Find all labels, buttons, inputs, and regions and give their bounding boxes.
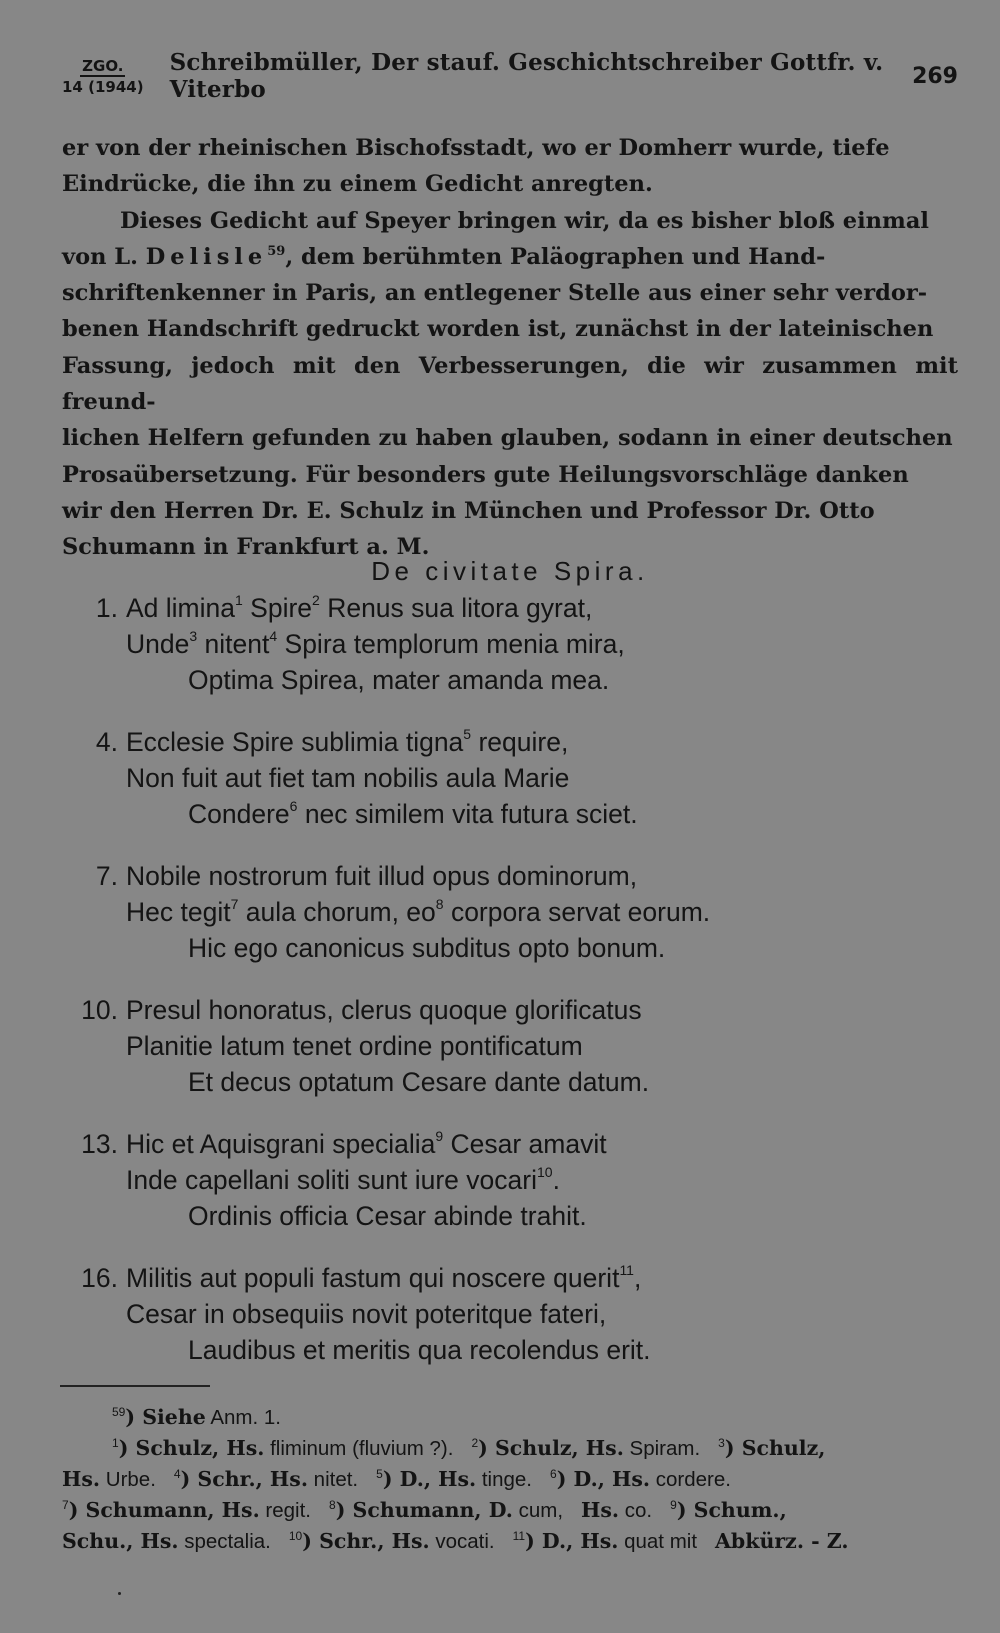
verse-segment: Renus sua litora gyrat,	[319, 593, 593, 623]
text-line: Prosaübersetzung. Für besonders gute Heilungsvorschläge danken	[62, 461, 909, 488]
verse-segment: Ecclesie Spire sublimia tigna	[126, 727, 464, 757]
footnote-text: cum,	[512, 1499, 564, 1522]
footnote-number: 3	[718, 1436, 725, 1450]
poem-title: De civitate Spira.	[371, 556, 649, 586]
verse-text	[126, 992, 642, 1028]
poem-verse	[70, 796, 970, 832]
poem-verse	[70, 1162, 970, 1198]
poem-verse	[70, 760, 970, 796]
verse-segment: Laudibus et meritis qua recolendus erit.	[188, 1335, 651, 1365]
poem-verse	[70, 1028, 970, 1064]
verse-segment: ,	[633, 1263, 642, 1293]
footnote-ref: 10	[536, 1164, 553, 1180]
text-line: schriftenkenner in Paris, an entlegener Stelle aus einer sehr verdor-	[62, 280, 928, 307]
text-line: Fassung, jedoch mit den Verbesserungen, die wir zusammen mit freund-	[62, 352, 958, 416]
footnote-ref: 4	[269, 628, 278, 644]
text-line: benen Handschrift gedruckt worden ist, zunächst in der lateinischen	[62, 316, 934, 343]
footnote-59	[62, 1402, 958, 1433]
poem-verse	[70, 662, 970, 698]
verse-segment: Presul honoratus, clerus quoque glorificatus	[126, 995, 642, 1025]
footnote-text: Anm. 1.	[205, 1406, 281, 1429]
poem-stanza	[70, 590, 970, 698]
verse-number: 4.	[95, 727, 118, 757]
verse-segment: Non fuit aut fiet tam nobilis aula Marie	[126, 763, 570, 793]
poem-verse	[70, 858, 970, 894]
verse-text	[126, 1260, 641, 1296]
verse-text	[126, 1296, 606, 1332]
footnote-key: ) Schum.,	[676, 1498, 787, 1522]
running-title: Schreibmüller, Der stauf. Geschichtschreiber Gottfr. v. Viterbo	[169, 49, 884, 103]
text-line: , dem berühmten Paläographen und Hand-	[285, 243, 826, 270]
intro-paragraph-2	[62, 203, 958, 566]
verse-segment: corpora servat eorum.	[443, 897, 711, 927]
verse-segment: Hic ego canonicus subditus opto bonum.	[188, 933, 666, 963]
poem-verse	[70, 1126, 970, 1162]
footnote-key: ) D., Hs.	[556, 1467, 651, 1491]
verse-text	[126, 760, 569, 796]
footnote-key: Abkürz. - Z.	[715, 1529, 849, 1553]
author-name-delisle: Delisle	[145, 243, 268, 270]
footnote-key: ) D., Hs.	[382, 1467, 477, 1491]
text-line: er von der rheinischen Bischofsstadt, wo er Domherr wurde, tiefe	[62, 135, 890, 161]
footnote-key: ) Schumann, D.	[335, 1498, 513, 1522]
footnote-text: vocati.	[429, 1530, 495, 1553]
footnote-ref: 5	[463, 726, 472, 742]
verse-number: 7.	[95, 861, 118, 891]
poem	[70, 590, 970, 1394]
footnote-key: ) Schr., Hs.	[302, 1529, 430, 1553]
poem-verse	[70, 992, 970, 1028]
verse-segment: Hec tegit	[126, 897, 231, 927]
footnote-text: fliminum (fluvium ?).	[264, 1437, 454, 1460]
footnote-text: Spiram.	[623, 1437, 701, 1460]
footnote-number: 9	[670, 1498, 677, 1512]
verse-segment: Spira templorum menia mira,	[277, 629, 625, 659]
footnotes	[62, 1402, 958, 1557]
footnote-key: ) Schulz, Hs.	[118, 1436, 265, 1460]
verse-segment: Optima Spirea, mater amanda mea.	[188, 665, 610, 695]
intro-paragraph-1	[62, 130, 958, 203]
footnote-text: quat mit	[618, 1530, 698, 1553]
verse-segment: require,	[471, 727, 569, 757]
footnote-ref: 7	[230, 896, 239, 912]
footnote-ref: 6	[289, 798, 298, 814]
footnote-ref: 9	[435, 1128, 444, 1144]
journal-abbreviation: ZGO.	[82, 56, 124, 75]
page-header	[62, 50, 958, 102]
verse-text	[188, 930, 665, 966]
verse-number: 16.	[81, 1263, 118, 1293]
verse-segment: Hic et Aquisgrani specialia	[126, 1129, 436, 1159]
verse-segment: Et decus optatum Cesare dante datum.	[188, 1067, 650, 1097]
footnote-ref: 3	[189, 628, 198, 644]
verse-text	[126, 1028, 583, 1064]
poem-verse	[70, 1198, 970, 1234]
verse-segment: Cesar in obsequiis novit poteritque fateri,	[126, 1299, 607, 1329]
footnote-ref: 8	[435, 896, 444, 912]
footnote-line	[62, 1526, 958, 1557]
footnote-text: cordere.	[650, 1468, 731, 1491]
footnote-ref: 2	[312, 592, 320, 608]
verse-number: 10.	[81, 995, 118, 1025]
footnote-number: 2	[471, 1436, 479, 1450]
verse-text	[188, 796, 638, 832]
verse-segment: nitent	[197, 629, 270, 659]
poem-stanza	[70, 858, 970, 966]
footnote-number: 4	[173, 1467, 181, 1481]
footnote-key: ) Schr., Hs.	[180, 1467, 308, 1491]
text-line: Schumann in Frankfurt a. M.	[62, 534, 430, 561]
footnote-number: 6	[550, 1467, 557, 1481]
poem-verse	[70, 1296, 970, 1332]
poem-stanza	[70, 992, 970, 1100]
verse-text	[188, 662, 609, 698]
journal-volume: 14 (1944)	[62, 77, 144, 96]
verse-text	[126, 894, 710, 930]
verse-segment: .	[552, 1165, 560, 1195]
footnote-number: 1	[112, 1436, 119, 1450]
poem-verse	[70, 626, 970, 662]
verse-text	[188, 1064, 649, 1100]
verse-segment: Planitie latum tenet ordine pontificatum	[126, 1031, 583, 1061]
verse-segment: Nobile nostrorum fuit illud opus dominorum,	[126, 861, 638, 891]
footnote-key: ) D., Hs.	[525, 1529, 619, 1553]
footnote-number: 5	[376, 1467, 383, 1481]
text-line: lichen Helfern gefunden zu haben glauben, sodann in einer deutschen	[62, 425, 953, 452]
verse-segment: Condere	[188, 799, 290, 829]
footnote-key: ) Schulz, Hs.	[478, 1436, 624, 1460]
verse-text	[188, 1198, 587, 1234]
footnote-number: 8	[329, 1498, 336, 1512]
verse-segment: aula chorum, eo	[238, 897, 436, 927]
footnote-ref: 59	[267, 243, 286, 259]
text-line: Dieses Gedicht auf Speyer bringen wir, da es bisher bloß einmal	[120, 207, 929, 234]
poem-stanza	[70, 1260, 970, 1368]
verse-text	[126, 858, 637, 894]
poem-verse	[70, 894, 970, 930]
verse-text	[126, 626, 625, 662]
footnote-key: Schu., Hs.	[62, 1529, 179, 1553]
verse-text	[126, 590, 592, 626]
footnote-text: nitet.	[307, 1468, 359, 1491]
verse-text	[126, 724, 568, 760]
footnote-key: Hs.	[62, 1467, 101, 1491]
text-line: Eindrücke, die ihn zu einem Gedicht anregten.	[62, 171, 653, 198]
verse-number: 13.	[81, 1129, 118, 1159]
footnote-key: Hs.	[581, 1498, 620, 1522]
footnote-number: 59	[112, 1405, 126, 1419]
poem-verse	[70, 724, 970, 760]
footnote-text: Urbe.	[100, 1468, 156, 1491]
footnote-text: spectalia.	[178, 1530, 271, 1553]
verse-text	[126, 1126, 607, 1162]
poem-stanza	[70, 724, 970, 832]
verse-number: 1.	[95, 593, 118, 623]
verse-segment: Cesar amavit	[443, 1129, 607, 1159]
footnote-key: ) Siehe	[125, 1405, 206, 1429]
verse-segment: Ad limina	[126, 593, 235, 623]
print-speck	[118, 1592, 121, 1595]
poem-verse	[70, 1064, 970, 1100]
footnote-line	[62, 1495, 958, 1526]
verse-text	[188, 1332, 651, 1368]
footnote-text: co.	[619, 1499, 653, 1522]
footnote-line	[62, 1433, 958, 1464]
text-line: von L.	[62, 243, 138, 270]
footnote-number: 11	[512, 1529, 526, 1543]
verse-segment: nec similem vita futura sciet.	[297, 799, 638, 829]
poem-verse	[70, 590, 970, 626]
footnote-key: ) Schulz,	[724, 1436, 826, 1460]
footnote-number: 10	[288, 1529, 303, 1543]
verse-segment: Spire	[242, 593, 313, 623]
footnote-line	[62, 1464, 958, 1495]
footnote-text: regit.	[259, 1499, 312, 1522]
text-line: wir den Herren Dr. E. Schulz in München und Professor Dr. Otto	[62, 497, 875, 524]
verse-segment: Inde capellani soliti sunt iure vocari	[126, 1165, 537, 1195]
footnote-ref: 11	[619, 1262, 634, 1278]
page-number: 269	[912, 63, 958, 89]
verse-segment: Unde	[126, 629, 190, 659]
intro-text	[62, 130, 958, 566]
verse-segment: Militis aut populi fastum qui noscere querit	[126, 1263, 620, 1293]
footnote-divider	[60, 1385, 210, 1387]
poem-verse	[70, 1332, 970, 1368]
footnote-number: 7	[62, 1498, 69, 1512]
verse-text	[126, 1162, 560, 1198]
footnote-ref: 1	[235, 592, 243, 608]
footnote-key: ) Schumann, Hs.	[68, 1498, 260, 1522]
poem-verse	[70, 930, 970, 966]
footnote-text: tinge.	[476, 1468, 533, 1491]
journal-reference	[62, 58, 144, 95]
poem-stanza	[70, 1126, 970, 1234]
verse-segment: Ordinis officia Cesar abinde trahit.	[188, 1201, 587, 1231]
poem-verse	[70, 1260, 970, 1296]
